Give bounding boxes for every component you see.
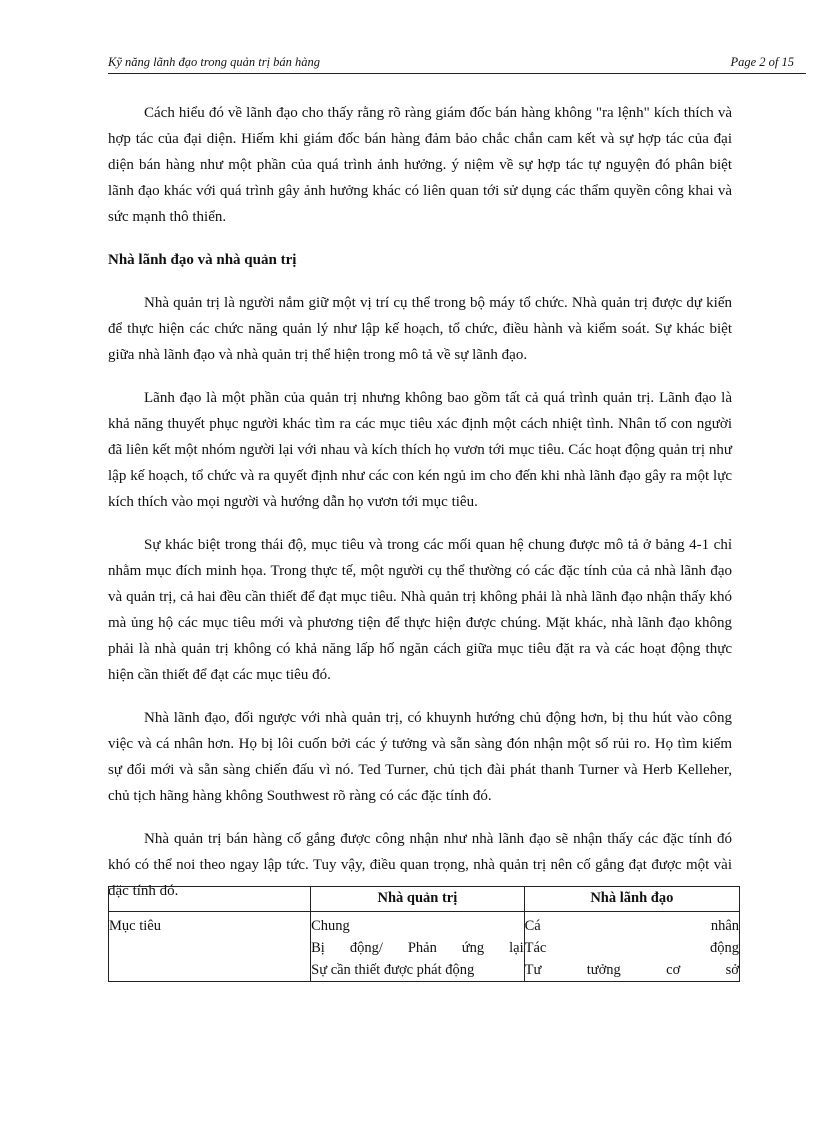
- manager-word: động/: [349, 940, 383, 956]
- table-header-blank: [109, 887, 311, 912]
- leader-word: cơ: [666, 962, 681, 978]
- manager-line-1: Chung: [311, 918, 350, 934]
- leader-word: nhân: [710, 918, 739, 934]
- leader-word: động: [710, 940, 739, 956]
- leader-line-1: [525, 912, 739, 937]
- leader-word: Cá: [524, 918, 541, 934]
- manager-line-2: [311, 937, 524, 959]
- leader-cell: [524, 912, 739, 982]
- header-divider: [108, 73, 806, 74]
- manager-word: Bị: [311, 940, 325, 956]
- table-header-manager: Nhà quản trị: [311, 887, 525, 912]
- document-title: Kỹ năng lãnh đạo trong quản trị bán hàng: [108, 54, 321, 69]
- document-body: [108, 100, 732, 921]
- paragraph-4: Sự khác biệt trong thái độ, mục tiêu và trong các mối quan hệ chung được mô tả ở bảng 4-1 chỉ nhằm mục đích minh họa. Trong thực tế, một người cụ thể thường có các đặc tính của cả nhà lãnh đạo và quản trị, cả hai đều cần thiết để đạt mục tiêu. Nhà quản trị không phải là nhà lãnh đạo nhận thấy khó mà ủng hộ các mục tiêu mới và phương tiện để thực hiện được chúng. Mặt khác, nhà lãnh đạo không phải là nhà quản trị không có khả năng lấp hố ngăn cách giữa mục tiêu đặt ra và các hoạt động thực hiện cần thiết để đạt các mục tiêu đó.: [108, 537, 732, 683]
- page-header: [108, 52, 794, 72]
- page-number: Page 2 of 15: [730, 54, 794, 69]
- paragraph-5: Nhà lãnh đạo, đối ngược với nhà quản trị, có khuynh hướng chủ động hơn, bị thu hút vào công việc và cá nhân hơn. Họ bị lôi cuốn bởi các ý tưởng và sẵn sàng đón nhận một số rủi ro. Họ tìm kiếm sự đổi mới và sẵn sàng chiến đấu vì nó. Ted Turner, chủ tịch đài phát thanh Turner và Herb Kelleher, chủ tịch hãng hàng không Southwest rõ ràng có các đặc tính đó.: [108, 710, 732, 804]
- leader-word: sở: [725, 962, 739, 978]
- comparison-table: [108, 886, 740, 982]
- paragraph-6: Nhà quản trị bán hàng cố gắng được công nhận như nhà lãnh đạo sẽ nhận thấy các đặc tính đó khó có thể noi theo ngay lập tức. Tuy vậy, điều quan trọng, nhà quản trị nên cố gắng đạt được một vài đặc tính đó.: [108, 831, 732, 899]
- manager-word: lại: [509, 940, 524, 956]
- leader-word: tưởng: [586, 962, 621, 978]
- manager-line-3: Sự cần thiết được phát động: [311, 962, 475, 978]
- leader-word: Tư: [524, 962, 542, 978]
- paragraph-1: Cách hiểu đó về lãnh đạo cho thấy rằng rõ ràng giám đốc bán hàng không "ra lệnh" kích thích và hợp tác của đại diện. Hiếm khi giám đốc bán hàng đảm bảo chắc chắn cam kết và sự hợp tác của đại diện bán hàng như một phần của quá trình ảnh hưởng. ý niệm về sự hợp tác tự nguyện đó phân biệt lãnh đạo khác với quá trình gây ảnh hưởng khác có liên quan tới sử dụng các thẩm quyền công khai và sức mạnh thô thiển.: [108, 105, 732, 225]
- table-row: [109, 912, 740, 982]
- manager-word: ứng: [461, 940, 485, 956]
- manager-cell: [311, 912, 525, 982]
- row-label-cell: [109, 912, 311, 982]
- paragraph-3: Lãnh đạo là một phần của quản trị nhưng không bao gồm tất cả quá trình quản trị. Lãnh đạo là khả năng thuyết phục người khác tìm ra các mục tiêu xác định một cách nhiệt tình. Nhân tố con người đã liên kết một nhóm người lại với nhau và kích thích họ vươn tới mục tiêu. Các hoạt động quản trị như lập kế hoạch, tổ chức và ra quyết định như các con kén ngủ im cho đến khi nhà lãnh đạo gây ra một lực kích thích vào mọi người và hướng dẫn họ vươn tới mục tiêu.: [108, 390, 732, 510]
- section-heading: Nhà lãnh đạo và nhà quản trị: [108, 252, 297, 268]
- leader-line-2: [525, 937, 739, 959]
- manager-word: Phản: [407, 940, 437, 956]
- paragraph-2: Nhà quản trị là người nắm giữ một vị trí cụ thể trong bộ máy tổ chức. Nhà quản trị được dự kiến để thực hiện các chức năng quản lý như lập kế hoạch, tổ chức, điều hành và kiểm soát. Sự khác biệt giữa nhà lãnh đạo và nhà quản trị thể hiện trong mô tả về sự lãnh đạo.: [108, 295, 732, 363]
- leader-line-3: [525, 959, 739, 981]
- row-label: Mục tiêu: [109, 918, 161, 934]
- table-header-row: [109, 887, 740, 912]
- leader-word: Tác: [524, 940, 547, 956]
- table-header-leader: Nhà lãnh đạo: [524, 887, 739, 912]
